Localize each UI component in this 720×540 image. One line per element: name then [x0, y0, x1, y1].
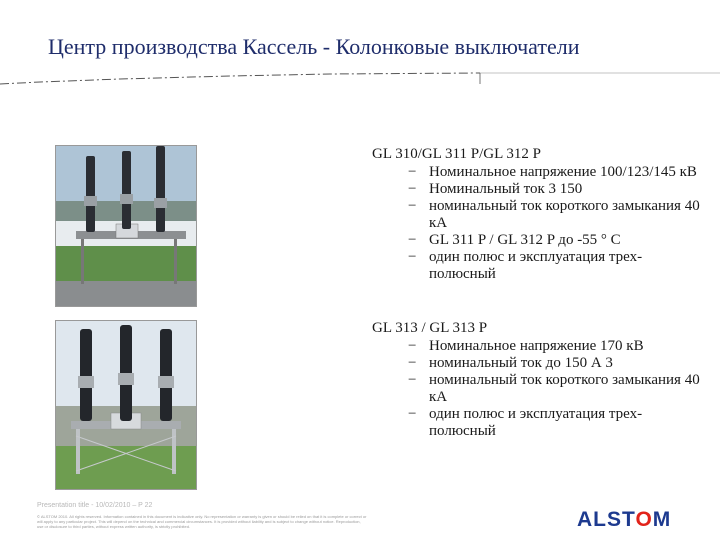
bullet-dash: −	[408, 372, 417, 388]
spec-item	[408, 232, 702, 249]
spec-item	[408, 406, 702, 440]
spec-block-gl313	[372, 320, 702, 440]
spec-item-text: номинальный ток короткого замыкания 40 кА	[429, 372, 700, 405]
title-divider	[0, 66, 720, 90]
spec-heading: GL 310/GL 311 P/GL 312 P	[372, 146, 542, 162]
spec-block-gl310	[372, 146, 702, 283]
spec-list	[372, 164, 702, 283]
slide-footer	[37, 502, 367, 529]
bullet-dash: −	[408, 338, 417, 354]
spec-item-text: номинальный ток до 150 А 3	[429, 355, 613, 371]
spec-list	[372, 338, 702, 440]
logo-text-end: M	[652, 508, 672, 531]
bullet-dash: −	[408, 249, 417, 265]
bullet-dash: −	[408, 406, 417, 422]
spec-item-text: Номинальное напряжение 170 кВ	[429, 338, 644, 354]
bullet-dash: −	[408, 232, 417, 248]
spec-item-text: Номинальное напряжение 100/123/145 кВ	[429, 164, 697, 180]
spec-item	[408, 164, 702, 181]
spec-heading: GL 313 / GL 313 P	[372, 320, 488, 336]
slide-title: Центр производства Кассель - Колонковые выключатели	[48, 34, 580, 59]
footer-meta: Presentation title - 10/02/2010 – P 22	[37, 502, 153, 509]
spec-item	[408, 338, 702, 355]
spec-item	[408, 249, 702, 283]
breaker-photo-gl310	[55, 145, 197, 307]
spec-item-text: один полюс и эксплуатация трех-полюсный	[429, 249, 643, 282]
logo-o-mark: O	[635, 508, 653, 531]
spec-item-text: один полюс и эксплуатация трех-полюсный	[429, 406, 643, 439]
bullet-dash: −	[408, 355, 417, 371]
alstom-logo	[577, 508, 671, 532]
spec-item-text: Номинальный ток 3 150	[429, 181, 583, 197]
logo-text-start: ALST	[577, 508, 636, 531]
footer-legal-notice: © ALSTOM 2010. All rights reserved. Information contained in this document is indicative only. No representation or warranty is given or should be relied on that it is complete or correct or will apply to any particular project. This will depend on the technical and commercial circumstances. It is provided without liability and is subject to change without notice. Reproduction, use or disclosure to third parties, without express written authority, is strictly prohibited.	[37, 514, 367, 529]
spec-item	[408, 355, 702, 372]
breaker-photo-gl313	[55, 320, 197, 490]
bullet-dash: −	[408, 198, 417, 214]
spec-item	[408, 181, 702, 198]
spec-item	[408, 372, 702, 406]
bullet-dash: −	[408, 181, 417, 197]
spec-item-text: GL 311 P / GL 312 P до -55 ° C	[429, 232, 621, 248]
bullet-dash: −	[408, 164, 417, 180]
spec-item-text: номинальный ток короткого замыкания 40 кА	[429, 198, 700, 231]
spec-item	[408, 198, 702, 232]
